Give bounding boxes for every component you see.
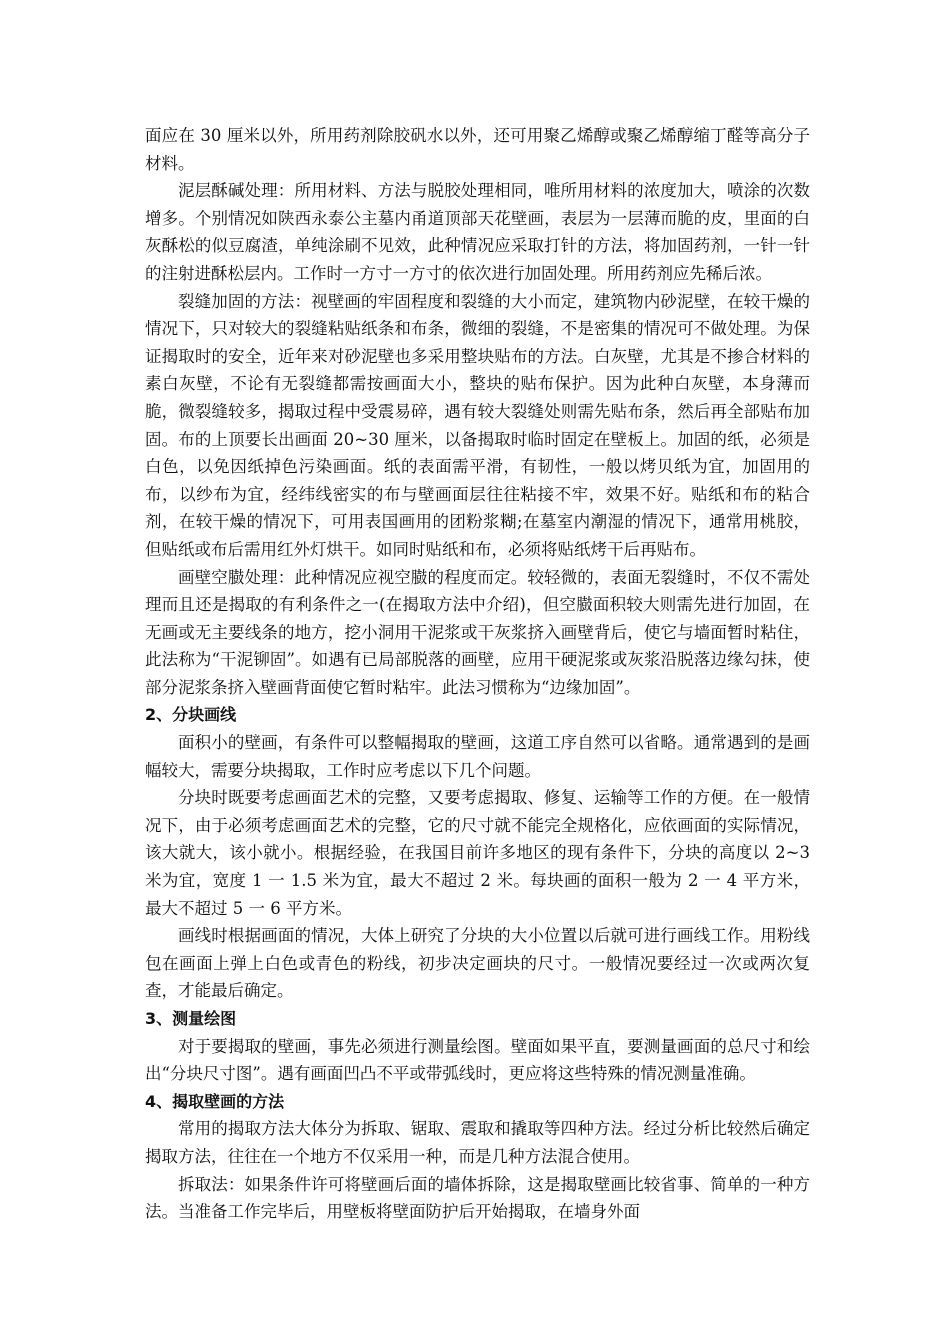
paragraph-methods-overview: 常用的揭取方法大体分为拆取、锯取、震取和撬取等四种方法。经过分析比较然后确定揭取方法，往往在一个地方不仅采用一种，而是几种方法混合使用。 xyxy=(145,1119,810,1166)
paragraph-mud-layer-treatment: 泥层酥碱处理：所用材料、方法与脱胶处理相同，唯所用材料的浓度加大，喷涂的次数增多。个别情况如陕西永泰公主墓内甬道顶部天花壁画，表层为一层薄而脆的皮，里面的白灰酥松的似豆腐渣，单纯涂刷不见效，此种情况应采取打针的方法，将加固药剂，一针一针的注射进酥松层内。工作时一方寸一方寸的依次进行加固处理。所用药剂应先稀后浓。 xyxy=(145,181,810,283)
section-heading-3: 3、测量绘图 xyxy=(145,1009,237,1028)
paragraph-dismantling-method: 拆取法：如果条件许可将壁画后面的墙体拆除，这是揭取壁画比较省事、简单的一种方法。当准备工作完毕后，用壁板将壁面防护后开始揭取，在墙身外面 xyxy=(145,1174,810,1222)
paragraph-block-intro: 面积小的壁画，有条件可以整幅揭取的壁画，这道工序自然可以省略。通常遇到的是画幅较大，需要分块揭取，工作时应考虑以下几个问题。 xyxy=(145,733,810,780)
section-heading-4: 4、揭取壁画的方法 xyxy=(145,1091,285,1111)
paragraph-survey-drawing: 对于要揭取的壁画，事先必须进行测量绘图。壁面如果平直，要测量画面的总尺寸和绘出“分块尺寸图”。遇有画面凹凸不平或带弧线时，更应将这些特殊的情况测量准确。 xyxy=(145,1036,810,1084)
paragraph-1: 面应在 30 厘米以外，所用药剂除胶矾水以外，还可用聚乙烯醇或聚乙烯醇缩丁醛等高分子材料。 xyxy=(145,126,810,173)
paragraph-block-size: 分块时既要考虑画面艺术的完整，又要考虑揭取、修复、运输等工作的方便。在一般情况下，由于必须考虑画面艺术的完整，它的尺寸就不能完全规格化，应依画面的实际情况，该大就大，该小就小。根据经验，在我国目前许多地区的现有条件下，分块的高度以 2~3 米为宜，宽度 1 一 1.5 米为宜，最大不超过 2 米。每块画的面积一般为 2 一 4 平方米，最大不超过 5 一 6 平方米。 xyxy=(145,788,810,918)
document-body xyxy=(145,122,810,1226)
paragraph-hollow-wall-treatment: 画壁空臌处理：此种情况应视空臌的程度而定。较轻微的，表面无裂缝时，不仅不需处理而且还是揭取的有利条件之一(在揭取方法中介绍)，但空臌面积较大则需先进行加固，在无画或无主要线条的地方，挖小洞用干泥浆或干灰浆挤入画壁背后，使它与墙面暂时粘住，此法称为“干泥铆固”。如遇有已局部脱落的画壁，应用干硬泥浆或灰浆沿脱落边缘勾抹，使部分泥浆条挤入壁画背面使它暂时粘牢。此法习惯称为“边缘加固”。 xyxy=(145,567,810,697)
paragraph-line-drawing: 画线时根据画面的情况，大体上研究了分块的大小位置以后就可进行画线工作。用粉线包在画面上弹上白色或青色的粉线，初步决定画块的尺寸。一般情况要经过一次或两次复查，才能最后确定。 xyxy=(145,926,810,1001)
paragraph-crack-reinforcement: 裂缝加固的方法：视壁画的牢固程度和裂缝的大小而定，建筑物内砂泥壁，在较干燥的情况下，只对较大的裂缝粘贴纸条和布条，微细的裂缝，不是密集的情况可不做处理。为保证揭取时的安全，近年来对砂泥壁也多采用整块贴布的方法。白灰壁，尤其是不掺合材料的素白灰壁，不论有无裂缝都需按画面大小，整块的贴布保护。因为此种白灰壁，本身薄而脆，微裂缝较多，揭取过程中受震易碎，遇有较大裂缝处则需先贴布条，然后再全部贴布加固。布的上顶要长出画面 20~30 厘米，以备揭取时临时固定在壁板上。加固的纸，必须是白色，以免因纸掉色污染画面。纸的表面需平滑，有韧性，一般以烤贝纸为宜，加固用的布，以纱布为宜，经纬线密实的布与壁画面层往往粘接不牢，效果不好。贴纸和布的粘合剂，在较干燥的情况下，可用表国画用的团粉浆糊;在墓室内潮湿的情况下，通常用桃胶，但贴纸或布后需用红外灯烘干。如同时贴纸和布，必须将贴纸烤干后再贴布。 xyxy=(145,291,810,559)
section-heading-2: 2、分块画线 xyxy=(145,705,237,725)
